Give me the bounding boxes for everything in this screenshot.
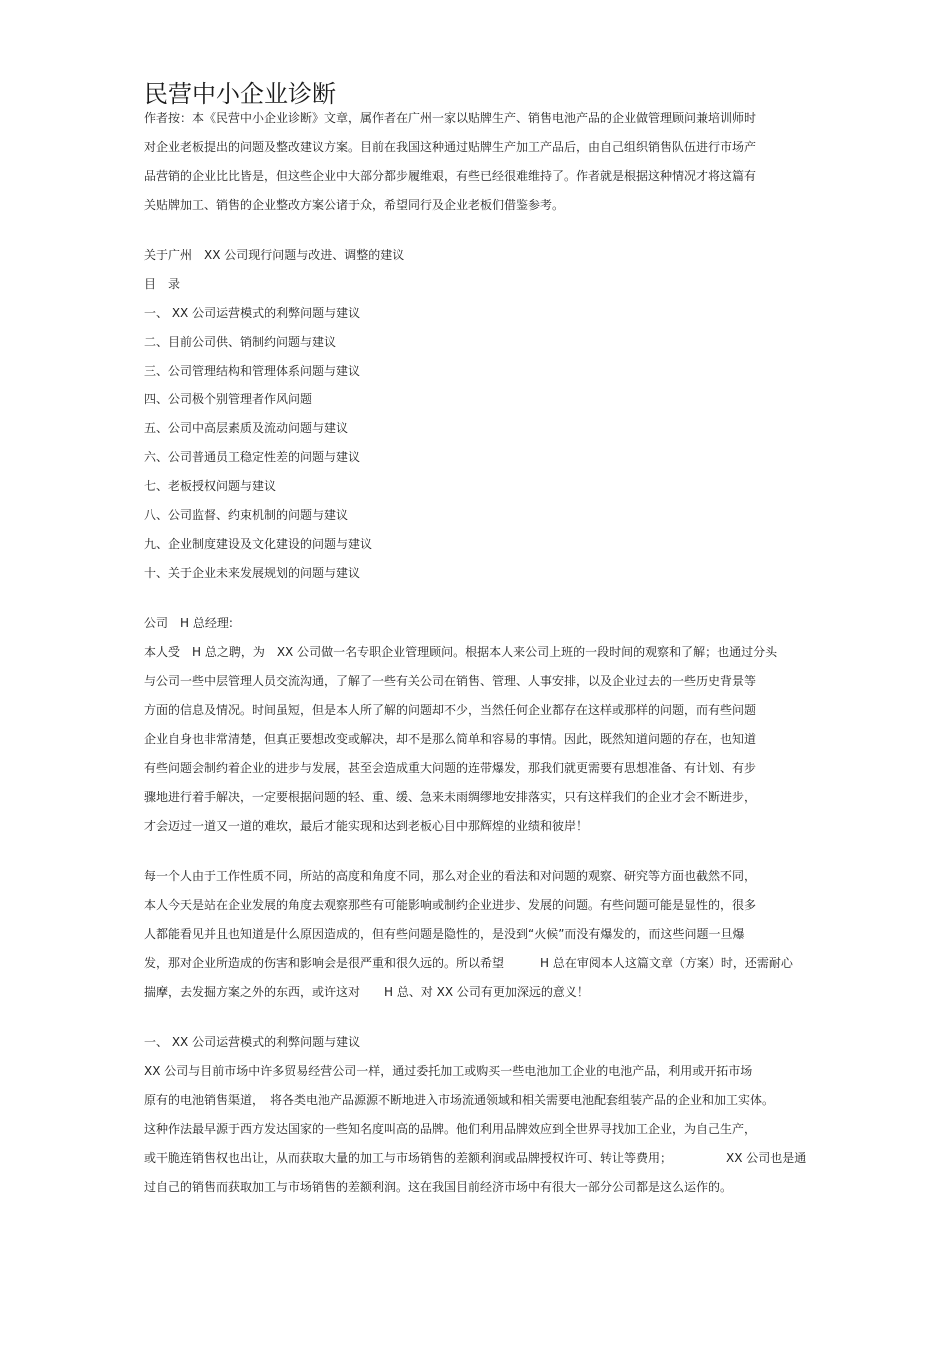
toc-item: 七、老板授权问题与建议: [144, 479, 277, 493]
toc-item: 十、关于企业未来发展规划的问题与建议: [144, 566, 361, 580]
paragraph-line: 方面的信息及情况。时间虽短，但是本人所了解的问题却不少，当然任何企业都存在这样或那样的问题，而有些问题: [144, 703, 757, 717]
toc-item: 四、公司极个别管理者作风问题: [144, 392, 313, 406]
toc-heading: 目 录: [144, 277, 181, 291]
paragraph-line: 有些问题会制约着企业的进步与发展，甚至会造成重大问题的连带爆发，那我们就更需要有思想准备、有计划、有步: [144, 761, 757, 775]
paragraph-line: 本人今天是站在企业发展的角度去观察那些有可能影响或制约企业进步、发展的问题。有些问题可能是显性的，很多: [144, 898, 757, 912]
preface-line: 关贴牌加工、销售的企业整改方案公诸于众，希望同行及企业老板们借鉴参考。: [144, 198, 565, 212]
toc-item: 五、公司中高层素质及流动问题与建议: [144, 421, 349, 435]
paragraph-line: 揣摩，去发掘方案之外的东西，或许这对 H 总、对 XX 公司有更加深远的意义！: [144, 985, 589, 999]
report-title: 关于广州 XX 公司现行问题与改进、调整的建议: [144, 248, 405, 262]
section-heading: 一、 XX 公司运营模式的利弊问题与建议: [144, 1035, 361, 1049]
preface-line: 作者按：本《民营中小企业诊断》文章，属作者在广州一家以贴牌生产、销售电池产品的企业做管理顾问兼培训师时: [144, 111, 757, 125]
toc-item: 三、公司管理结构和管理体系问题与建议: [144, 364, 361, 378]
paragraph-line: 本人受 H 总之聘，为 XX 公司做一名专职企业管理顾问。根据本人来公司上班的一段时间的观察和了解；也通过分头: [144, 645, 778, 659]
paragraph-line: 骤地进行着手解决，一定要根据问题的轻、重、缓、急来未雨绸缪地安排落实，只有这样我们的企业才会不断进步，: [144, 790, 757, 804]
document-title: 民营中小企业诊断: [144, 80, 336, 109]
paragraph-line: 每一个人由于工作性质不同，所站的高度和角度不同，那么对企业的看法和对问题的观察、研究等方面也截然不同，: [144, 869, 757, 883]
preface-line: 对企业老板提出的问题及整改建议方案。目前在我国这种通过贴牌生产加工产品后，由自己组织销售队伍进行市场产: [144, 140, 757, 154]
paragraph-line: 原有的电池销售渠道， 将各类电池产品源源不断地进入市场流通领域和相关需要电池配套组装产品的企业和加工实体。: [144, 1093, 775, 1107]
paragraph-line: 发，那对企业所造成的伤害和影响会是很严重和很久远的。所以希望 H 总在审阅本人这篇文章（方案）时，还需耐心: [144, 956, 793, 970]
paragraph-line: 人都能看见并且也知道是什么原因造成的，但有些问题是隐性的，是没到“火候”而没有爆发的，而这些问题一旦爆: [144, 927, 745, 941]
toc-item: 八、公司监督、约束机制的问题与建议: [144, 508, 349, 522]
salutation: 公司 H 总经理:: [144, 616, 233, 630]
paragraph-line: 或干脆连销售权也出让，从而获取大量的加工与市场销售的差额利润或品牌授权许可、转让等费用； XX 公司也是通: [144, 1151, 807, 1165]
paragraph-line: 企业自身也非常清楚，但真正要想改变或解决，却不是那么简单和容易的事情。因此，既然知道问题的存在，也知道: [144, 732, 757, 746]
paragraph-line: 与公司一些中层管理人员交流沟通，了解了一些有关公司在销售、管理、人事安排，以及企业过去的一些历史背景等: [144, 674, 757, 688]
paragraph-line: XX 公司与目前市场中许多贸易经营公司一样，通过委托加工或购买一些电池加工企业的电池产品，利用或开拓市场: [144, 1064, 753, 1078]
toc-item: 六、公司普通员工稳定性差的问题与建议: [144, 450, 361, 464]
paragraph-line: 才会迈过一道又一道的难坎，最后才能实现和达到老板心目中那辉煌的业绩和彼岸！: [144, 819, 589, 833]
preface-line: 品营销的企业比比皆是，但这些企业中大部分都步履维艰，有些已经很难维持了。作者就是根据这种情况才将这篇有: [144, 169, 757, 183]
toc-item: 九、企业制度建设及文化建设的问题与建议: [144, 537, 373, 551]
toc-item: 二、目前公司供、销制约问题与建议: [144, 335, 337, 349]
paragraph-line: 这种作法最早源于西方发达国家的一些知名度叫高的品牌。他们利用品牌效应到全世界寻找加工企业，为自己生产，: [144, 1122, 757, 1136]
toc-item: 一、 XX 公司运营模式的利弊问题与建议: [144, 306, 361, 320]
paragraph-line: 过自己的销售而获取加工与市场销售的差额利润。这在我国目前经济市场中有很大一部分公司都是这么运作的。: [144, 1180, 733, 1194]
